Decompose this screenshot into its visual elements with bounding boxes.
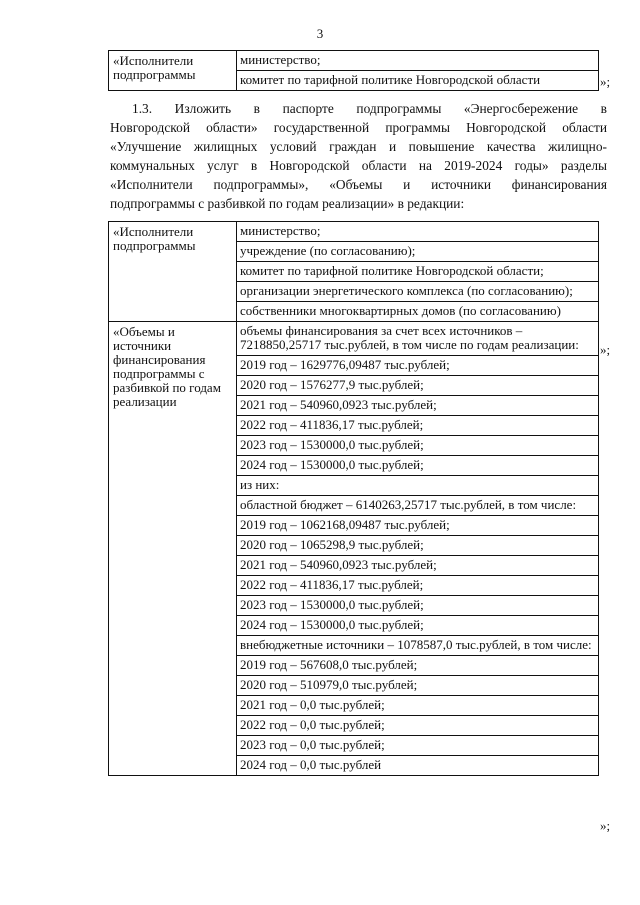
table1-row: комитет по тарифной политике Новгородской области [240, 72, 541, 87]
finance-row: из них: [237, 476, 598, 496]
finance-row: внебюджетные источники – 1078587,0 тыс.рублей, в том числе: [237, 636, 598, 656]
finance-row: областной бюджет – 6140263,25717 тыс.рублей, в том числе: [237, 496, 598, 516]
table1-left-cell: «Исполнители подпрограммы [109, 51, 237, 91]
finance-row: объемы финансирования за счет всех источников – 7218850,25717 тыс.рублей, в том числе по годам реализации: [237, 322, 598, 356]
paragraph-line: «Исполнители подпрограммы», «Объемы и источники финансирования [110, 177, 607, 192]
finance-row: 2020 год – 1065298,9 тыс.рублей; [237, 536, 598, 556]
paragraph-line: «Улучшение жилищных условий граждан и повышение качества жилищно- [110, 139, 607, 154]
finance-row: 2024 год – 1530000,0 тыс.рублей; [237, 456, 598, 476]
finance-row: 2021 год – 0,0 тыс.рублей; [237, 696, 598, 716]
finance-row: 2021 год – 540960,0923 тыс.рублей; [237, 556, 598, 576]
executor-row: министерство; [237, 222, 598, 242]
paragraph-line: Новгородской области» государственной программы Новгородской области [110, 120, 607, 135]
table1-closer: »; [600, 74, 611, 89]
amendment-paragraph [110, 99, 607, 213]
table1-right-cell [237, 51, 599, 91]
finance-row: 2020 год – 1576277,9 тыс.рублей; [237, 376, 598, 396]
finance-row: 2023 год – 1530000,0 тыс.рублей; [237, 596, 598, 616]
finance-row: 2019 год – 567608,0 тыс.рублей; [237, 656, 598, 676]
executors-table-short [108, 50, 599, 91]
executors-right-cell [237, 222, 599, 322]
page-number: 3 [316, 26, 324, 41]
finance-row: 2024 год – 0,0 тыс.рублей [240, 757, 382, 772]
finance-row: 2019 год – 1629776,09487 тыс.рублей; [237, 356, 598, 376]
finance-row: 2020 год – 510979,0 тыс.рублей; [237, 676, 598, 696]
passport-table [108, 221, 599, 776]
finance-row: 2022 год – 411836,17 тыс.рублей; [237, 416, 598, 436]
finance-row: 2021 год – 540960,0923 тыс.рублей; [237, 396, 598, 416]
executors-left-cell: «Исполнители подпрограммы [109, 222, 237, 322]
finance-row: 2023 год – 1530000,0 тыс.рублей; [237, 436, 598, 456]
finance-row: 2024 год – 1530000,0 тыс.рублей; [237, 616, 598, 636]
paragraph-line: подпрограммы с разбивкой по годам реализации» в редакции: [110, 196, 465, 211]
executors-closer: »; [600, 342, 611, 357]
finance-closer: »; [600, 818, 611, 833]
finance-right-cell [237, 322, 599, 776]
finance-row: 2023 год – 0,0 тыс.рублей; [237, 736, 598, 756]
finance-row: 2022 год – 0,0 тыс.рублей; [237, 716, 598, 736]
paragraph-line: 1.3. Изложить в паспорте подпрограммы «Энергосбережение в [132, 101, 607, 116]
paragraph-line: коммунальных услуг в Новгородской области на 2019-2024 годы» разделы [110, 158, 607, 173]
finance-left-cell: «Объемы и источники финансирования подпрограммы с разбивкой по годам реализации [109, 322, 237, 776]
executor-row: комитет по тарифной политике Новгородской области; [237, 262, 598, 282]
finance-row: 2019 год – 1062168,09487 тыс.рублей; [237, 516, 598, 536]
executor-row: учреждение (по согласованию); [237, 242, 598, 262]
executor-row: организации энергетического комплекса (по согласованию); [237, 282, 598, 302]
finance-row: 2022 год – 411836,17 тыс.рублей; [237, 576, 598, 596]
executor-row: собственники многоквартирных домов (по согласованию) [240, 303, 561, 318]
table1-row: министерство; [237, 51, 598, 71]
